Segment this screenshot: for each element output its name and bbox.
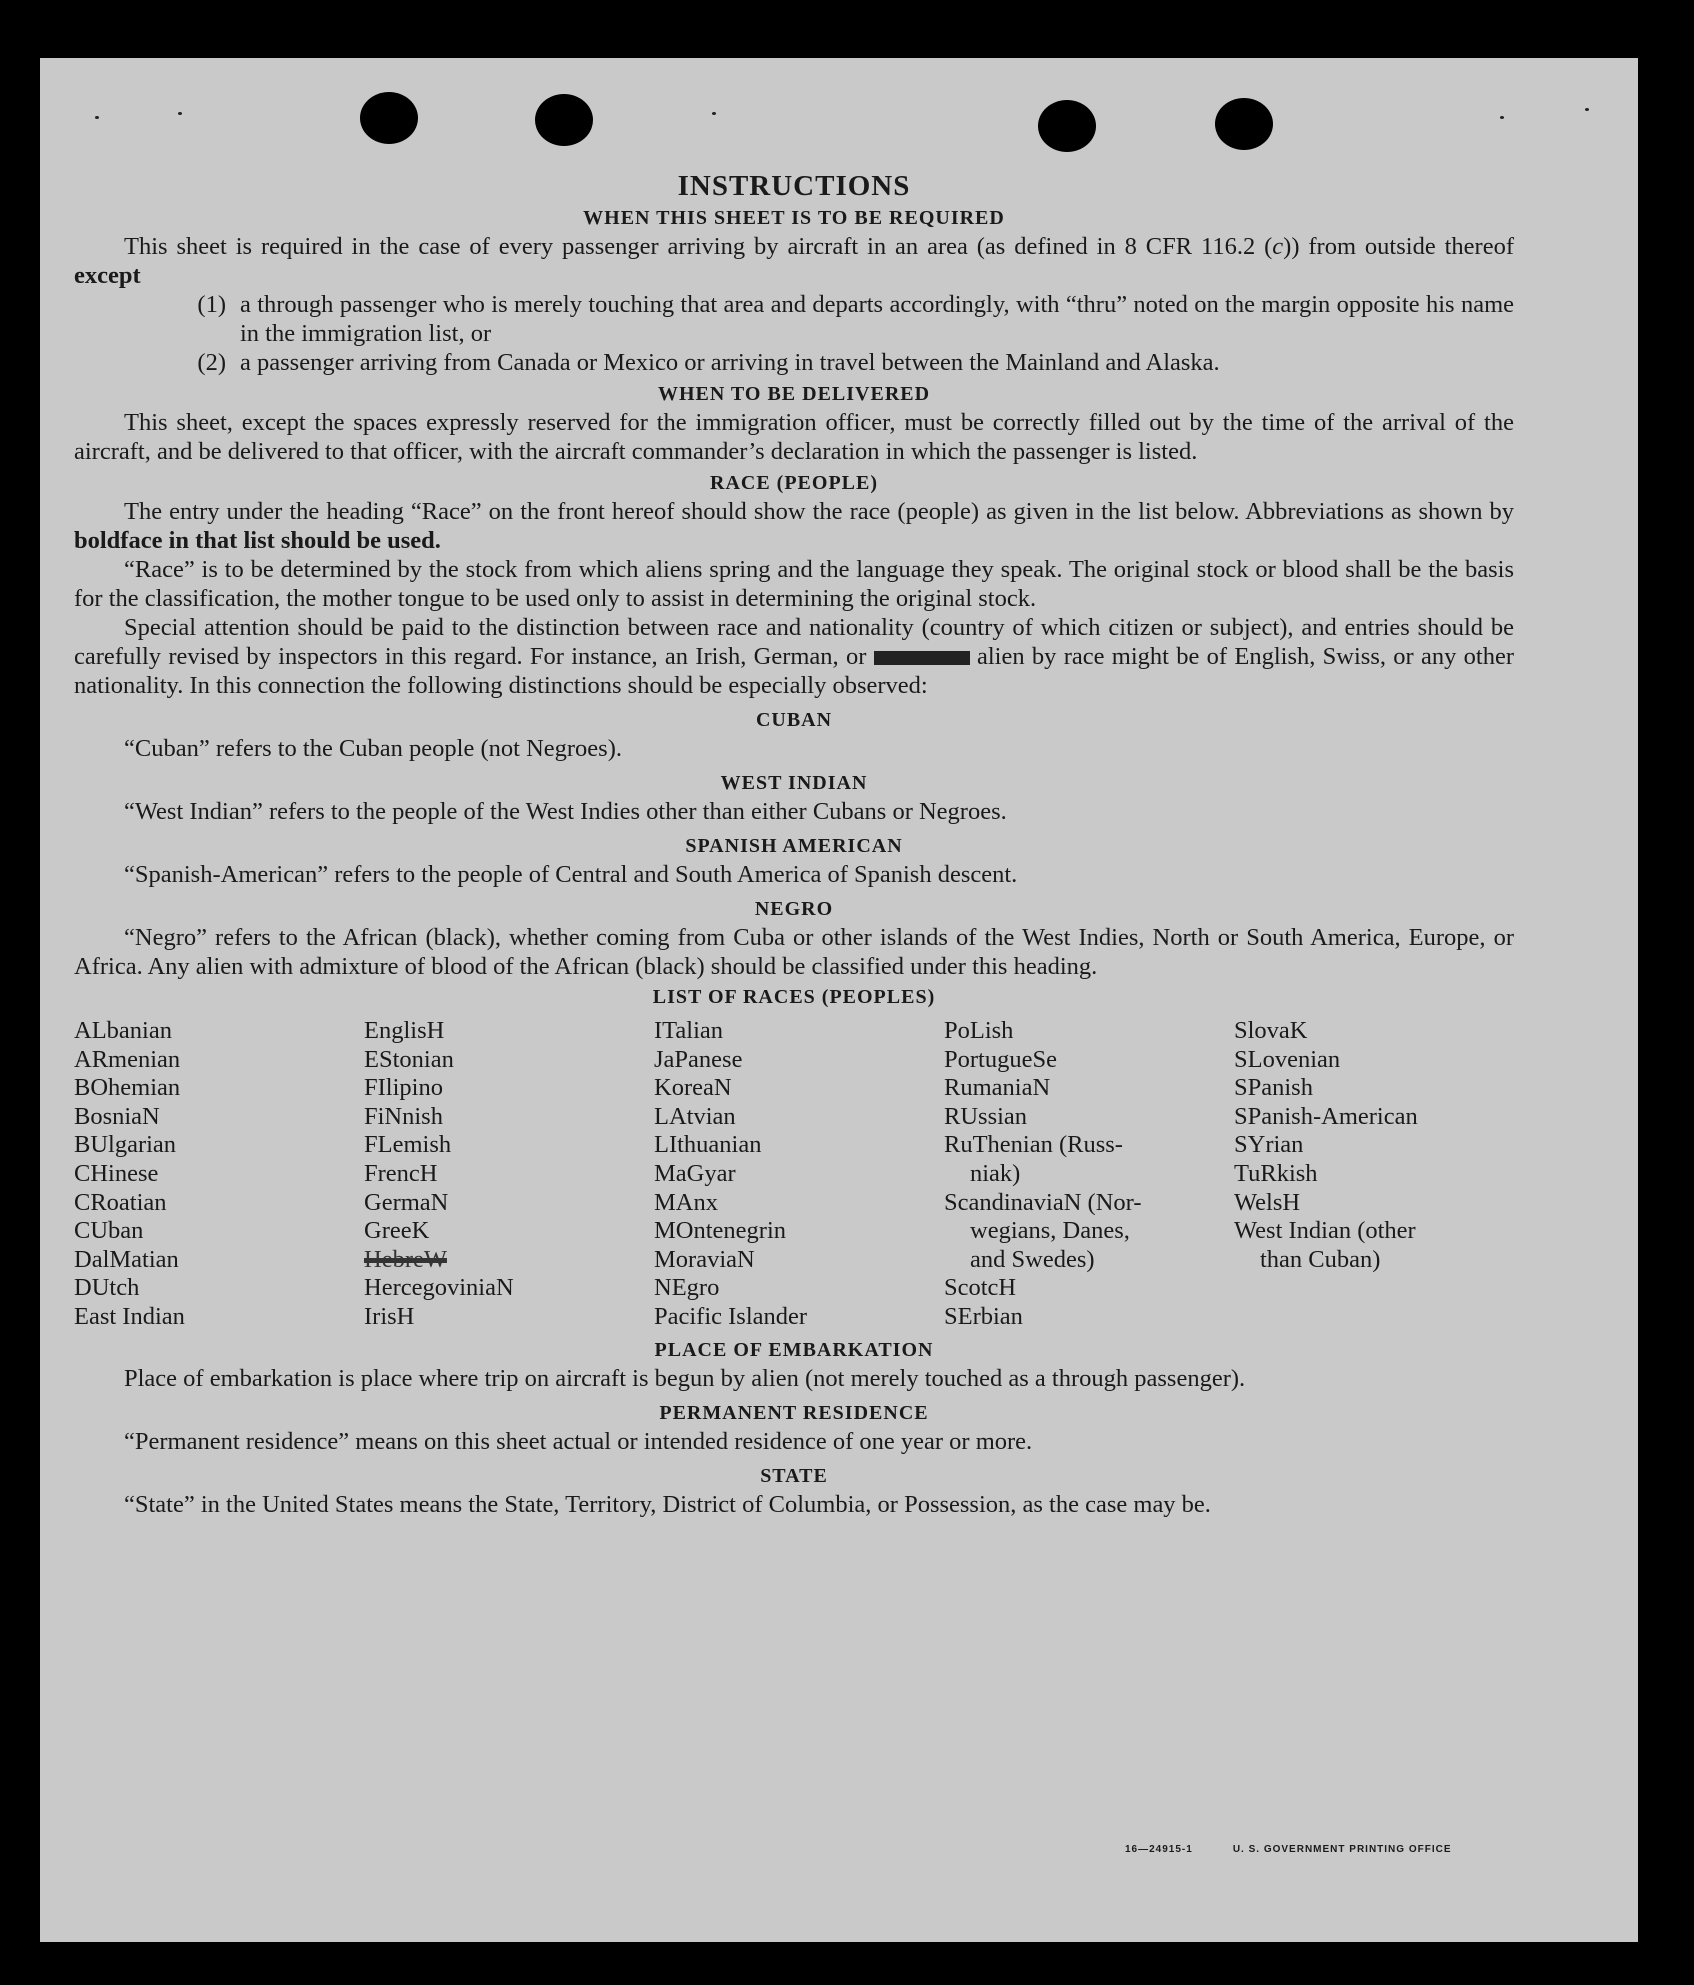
race-item: FrencH bbox=[364, 1159, 438, 1187]
race-item: SlovaK bbox=[1234, 1017, 1308, 1044]
heading-spanish-american: SPANISH AMERICAN bbox=[685, 835, 903, 857]
speck bbox=[95, 116, 99, 119]
heading-when-required: WHEN THIS SHEET IS TO BE REQUIRED bbox=[583, 207, 1005, 229]
item-number: (1) bbox=[197, 291, 226, 318]
races-column-3 bbox=[654, 1017, 944, 1332]
race-item: RUssian bbox=[944, 1102, 1028, 1130]
speck bbox=[178, 112, 182, 115]
heading-cuban: CUBAN bbox=[755, 709, 833, 731]
redaction-mark bbox=[874, 651, 970, 665]
race-item: FiNnish bbox=[364, 1102, 443, 1130]
race-item: CRoatian bbox=[74, 1188, 167, 1216]
race-p1 bbox=[74, 497, 1514, 555]
race-item-struck: HebreW bbox=[364, 1245, 447, 1273]
race-item-continued: wegians, Danes, bbox=[970, 1217, 1130, 1245]
punch-hole bbox=[1215, 98, 1273, 150]
race-p3b: alien by race might be of English, Swiss, or any other nationality. In this connection the following distinctions should be especially observed: bbox=[74, 643, 1515, 699]
exception-item-2 bbox=[74, 348, 1514, 377]
speck bbox=[712, 112, 716, 115]
race-item: LIthuanian bbox=[654, 1131, 762, 1159]
races-column-2 bbox=[364, 1017, 654, 1332]
race-item: RumaniaN bbox=[944, 1074, 1051, 1102]
race-item: ScotcH bbox=[944, 1274, 1017, 1302]
race-item: FLemish bbox=[364, 1131, 452, 1159]
heading-embarkation: PLACE OF EMBARKATION bbox=[654, 1338, 934, 1361]
race-item: SYrian bbox=[1234, 1131, 1304, 1159]
race-item: ARmenian bbox=[74, 1045, 181, 1073]
page-title: INSTRUCTIONS bbox=[677, 170, 911, 202]
race-item: PortugueSe bbox=[944, 1045, 1057, 1073]
race-item: ScandinaviaN (Nor- bbox=[944, 1188, 1142, 1216]
race-item-continued: than Cuban) bbox=[1260, 1245, 1381, 1273]
item-text: a through passenger who is merely touching that area and departs accordingly, with “thru” noted on the margin opposite his name in the immigration list, or bbox=[240, 291, 1514, 347]
form-number: 16—24915-1 bbox=[1125, 1844, 1193, 1855]
heading-state: STATE bbox=[760, 1464, 828, 1487]
west-indian-text: “West Indian” refers to the people of the West Indies other than either Cubans or Negroes. bbox=[124, 798, 1007, 825]
races-column-4 bbox=[944, 1017, 1234, 1332]
race-item: West Indian (other bbox=[1234, 1217, 1416, 1245]
residence-text: “Permanent residence” means on this sheet actual or intended residence of one year or more. bbox=[124, 1427, 1033, 1455]
race-item: TuRkish bbox=[1234, 1159, 1318, 1187]
race-item: PoLish bbox=[944, 1017, 1014, 1044]
race-item: SErbian bbox=[944, 1302, 1023, 1330]
required-intro-c: c bbox=[1272, 233, 1284, 260]
race-p1b: boldface in that list should be used. bbox=[74, 527, 441, 554]
instructions-content bbox=[74, 168, 1514, 1519]
heading-race: RACE (PEOPLE) bbox=[710, 472, 878, 494]
race-item: GermaN bbox=[364, 1188, 449, 1216]
race-item: CHinese bbox=[74, 1159, 159, 1187]
heading-list-of-races: LIST OF RACES (PEOPLES) bbox=[652, 986, 936, 1008]
race-item-continued: niak) bbox=[970, 1159, 1021, 1187]
embarkation-text: Place of embarkation is place where trip on aircraft is begun by alien (not merely touched as a through passenger). bbox=[124, 1364, 1246, 1392]
race-item: LAtvian bbox=[654, 1102, 736, 1130]
race-item: ALbanian bbox=[74, 1017, 172, 1044]
race-item: CUban bbox=[74, 1217, 144, 1245]
race-p3 bbox=[74, 613, 1514, 700]
race-item: DalMatian bbox=[74, 1245, 179, 1273]
race-item: BUlgarian bbox=[74, 1131, 177, 1159]
race-item: FIlipino bbox=[364, 1074, 443, 1102]
item-number: (2) bbox=[197, 349, 226, 376]
punch-hole bbox=[535, 94, 593, 146]
negro-text: “Negro” refers to the African (black), whether coming from Cuba or other islands of the West Indies, North or South America, Europe, or Africa. Any alien with admixture of blood of the African (black) should be classified under this heading. bbox=[74, 924, 1514, 980]
speck bbox=[1585, 108, 1589, 111]
state-text: “State” in the United States means the State, Territory, District of Columbia, or Possession, as the case may be. bbox=[124, 1490, 1211, 1518]
race-item: ITalian bbox=[654, 1017, 724, 1044]
required-except: except bbox=[74, 262, 141, 289]
race-item: KoreaN bbox=[654, 1074, 732, 1102]
race-p3a: Special attention should be paid to the distinction between race and nationality (country of which citizen or subject), and entries should be carefully revised by inspectors in this regard. For instance, an Irish, German, or bbox=[74, 614, 1514, 670]
heading-negro: NEGRO bbox=[754, 898, 834, 920]
race-item: MaGyar bbox=[654, 1159, 736, 1187]
race-item: SPanish-American bbox=[1234, 1102, 1418, 1130]
race-item: EStonian bbox=[364, 1045, 454, 1073]
required-intro bbox=[74, 232, 1514, 290]
punch-hole bbox=[360, 92, 418, 144]
printer-name: U. S. GOVERNMENT PRINTING OFFICE bbox=[1232, 1844, 1452, 1855]
speck bbox=[1500, 116, 1504, 119]
cuban-text: “Cuban” refers to the Cuban people (not Negroes). bbox=[124, 735, 622, 762]
heading-west-indian: WEST INDIAN bbox=[720, 772, 868, 794]
item-text: a passenger arriving from Canada or Mexico or arriving in travel between the Mainland and Alaska. bbox=[240, 349, 1220, 376]
spanish-american-text: “Spanish-American” refers to the people of Central and South America of Spanish descent. bbox=[124, 861, 1018, 888]
race-item: BOhemian bbox=[74, 1074, 181, 1102]
race-item: IrisH bbox=[364, 1302, 415, 1330]
race-item: MOntenegrin bbox=[654, 1217, 786, 1245]
exception-item-1 bbox=[74, 290, 1514, 348]
heading-when-delivered: WHEN TO BE DELIVERED bbox=[657, 383, 931, 405]
race-p1a: The entry under the heading “Race” on the front hereof should show the race (people) as given in the list below. Abbreviations as shown by bbox=[124, 498, 1514, 525]
race-item: MAnx bbox=[654, 1188, 718, 1216]
race-p2: “Race” is to be determined by the stock from which aliens spring and the language they speak. The original stock or blood shall be the basis for the classification, the mother tongue to be used only to assist in determining the original stock. bbox=[74, 556, 1514, 612]
races-list bbox=[74, 1017, 1514, 1332]
printer-footer bbox=[1125, 1844, 1492, 1855]
race-item: SPanish bbox=[1234, 1074, 1313, 1102]
race-item: JaPanese bbox=[654, 1045, 743, 1073]
race-item: DUtch bbox=[74, 1274, 140, 1302]
race-item: Pacific Islander bbox=[654, 1302, 808, 1330]
delivered-text: This sheet, except the spaces expressly reserved for the immigration officer, must be correctly filled out by the time of the arrival of the aircraft, and be delivered to that officer, with the aircraft commander’s declaration in which the passenger is listed. bbox=[74, 409, 1514, 465]
race-item: BosniaN bbox=[74, 1102, 160, 1130]
race-item: SLovenian bbox=[1234, 1045, 1341, 1073]
race-item: EnglisH bbox=[364, 1017, 445, 1044]
race-item: HercegoviniaN bbox=[364, 1274, 514, 1302]
races-column-1 bbox=[74, 1017, 364, 1332]
races-column-5 bbox=[1234, 1017, 1514, 1332]
document-sheet bbox=[40, 58, 1638, 1942]
required-intro-a: This sheet is required in the case of every passenger arriving by aircraft in an area (as defined in 8 CFR 116.2 ( bbox=[124, 233, 1273, 260]
race-item: RuThenian (Russ- bbox=[944, 1131, 1123, 1159]
race-item: GreeK bbox=[364, 1217, 430, 1245]
race-item: MoraviaN bbox=[654, 1245, 755, 1273]
race-item: East Indian bbox=[74, 1302, 185, 1330]
race-item-continued: and Swedes) bbox=[970, 1245, 1095, 1273]
race-item: NEgro bbox=[654, 1274, 720, 1302]
race-item: WelsH bbox=[1234, 1188, 1301, 1216]
heading-permanent-residence: PERMANENT RESIDENCE bbox=[659, 1401, 929, 1424]
required-intro-b: )) from outside thereof bbox=[1283, 233, 1514, 260]
punch-hole bbox=[1038, 100, 1096, 152]
